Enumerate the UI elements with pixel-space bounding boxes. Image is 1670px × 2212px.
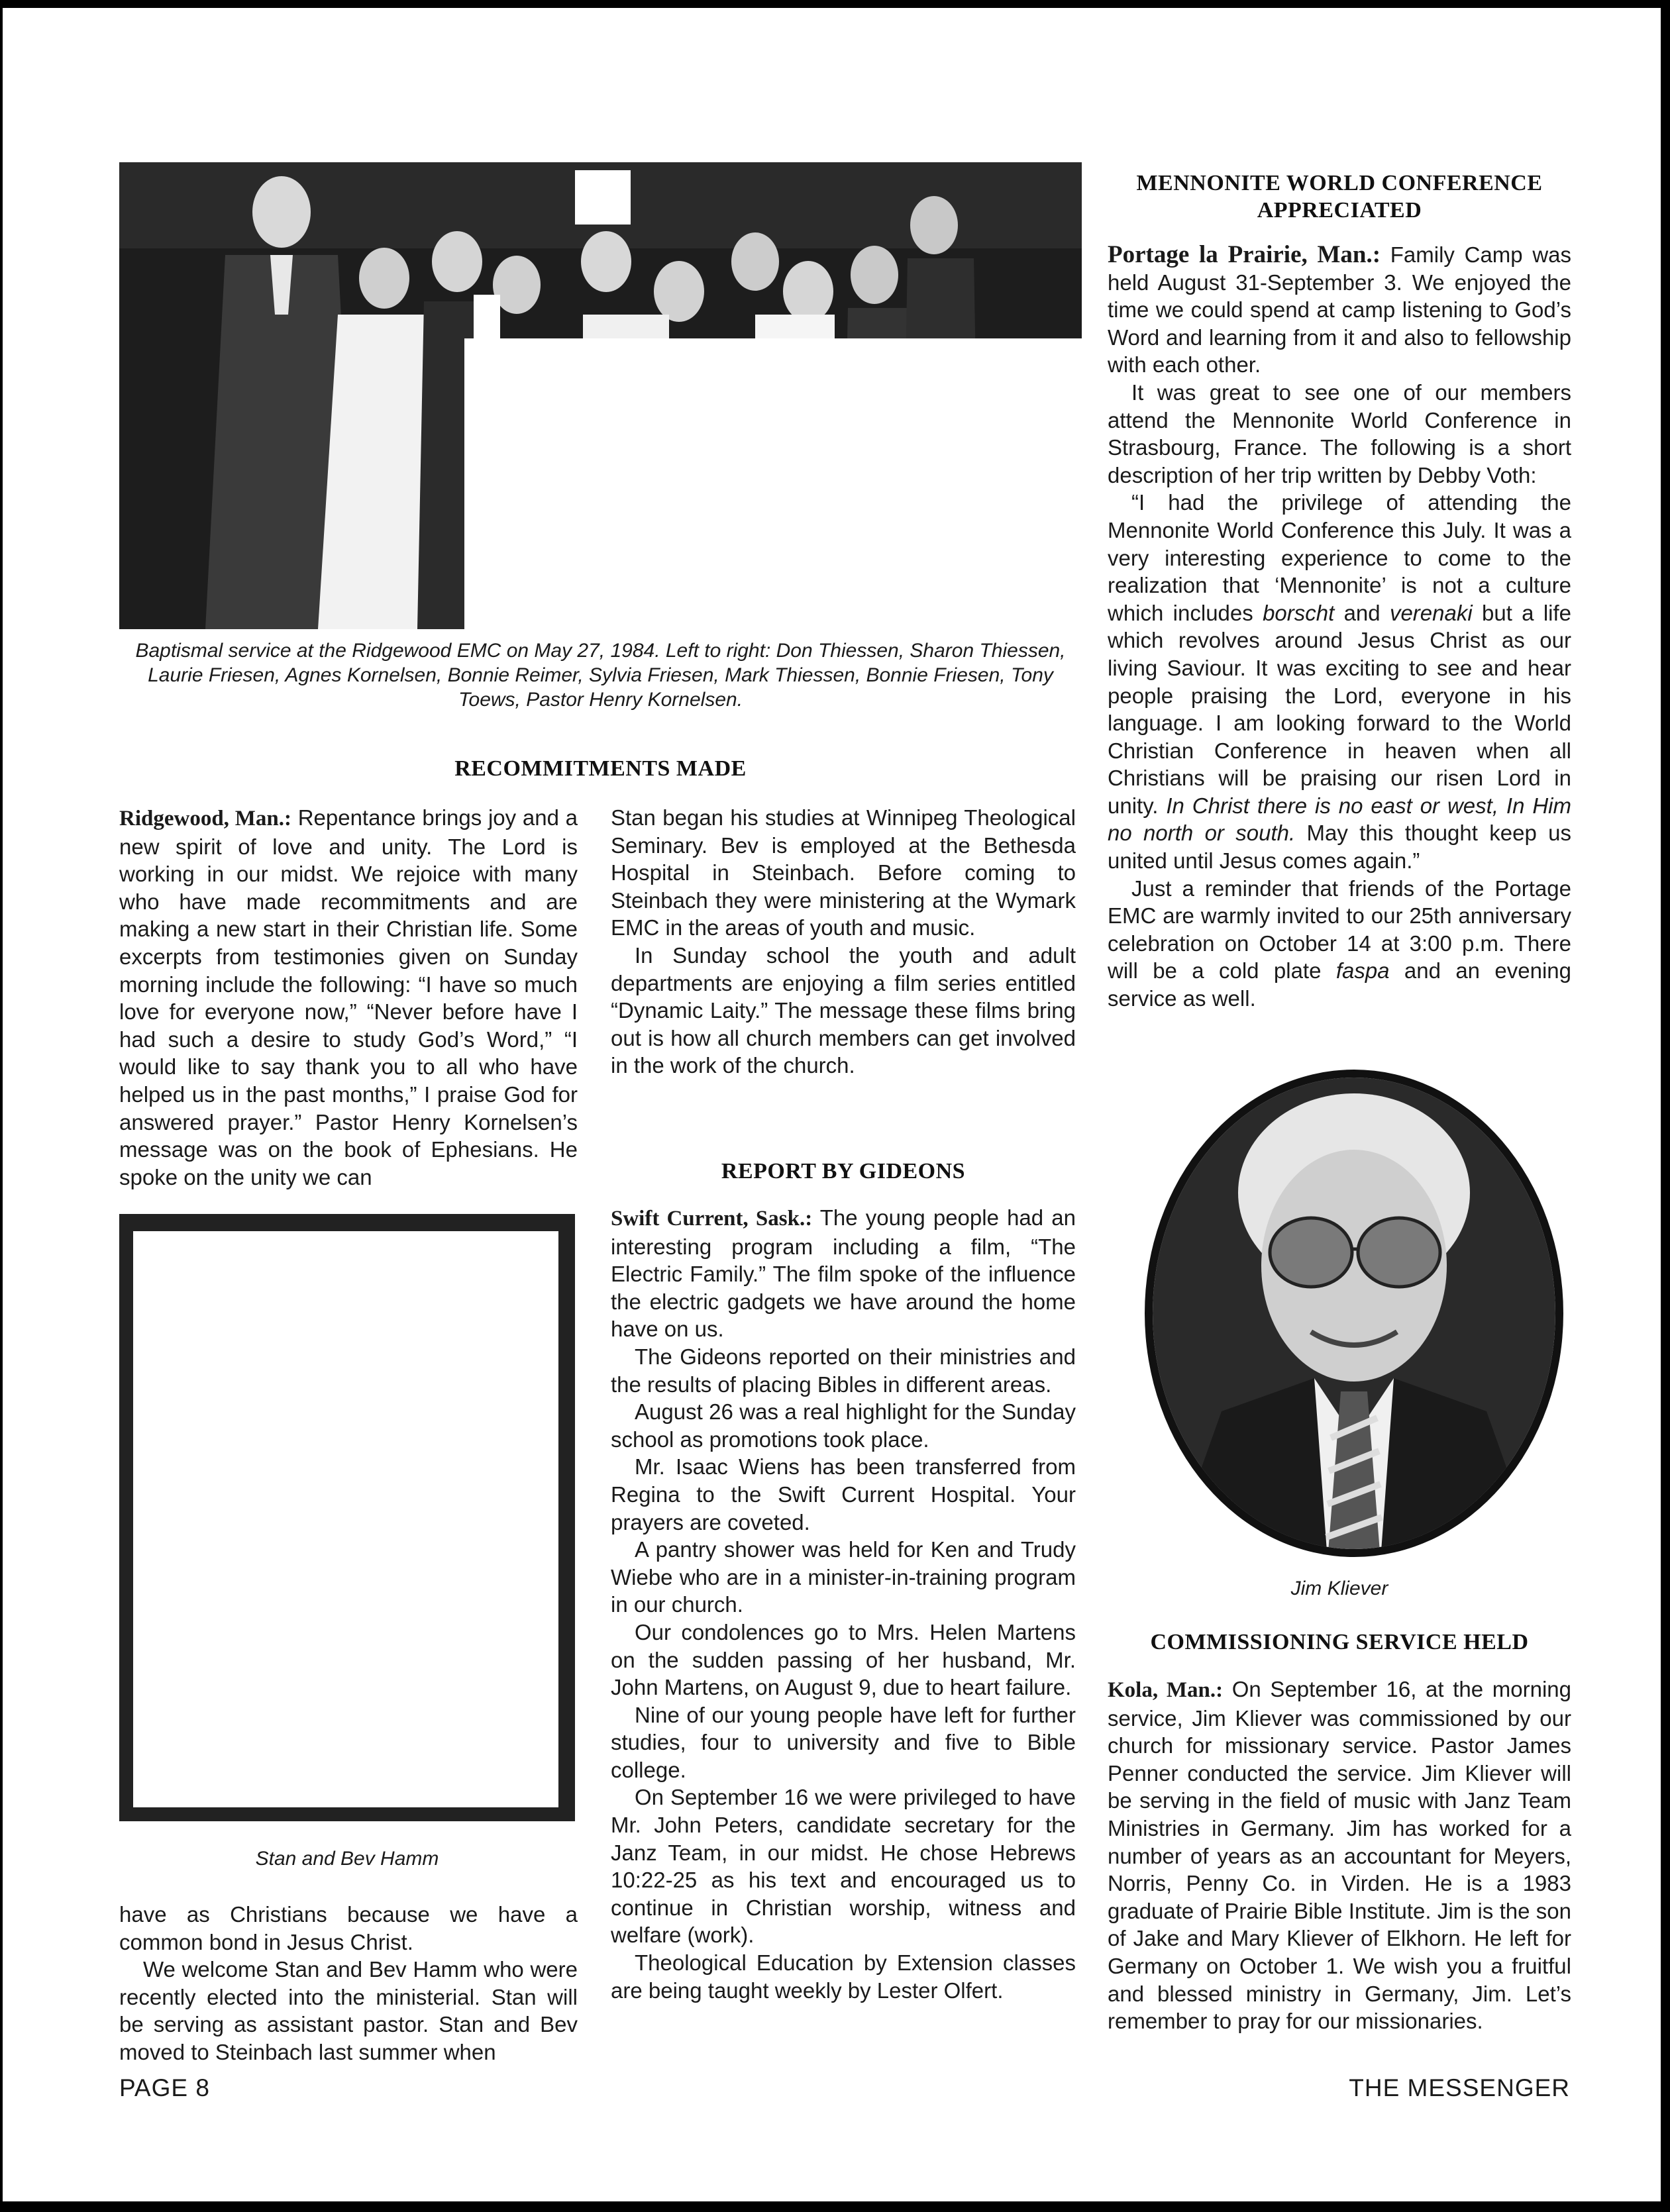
- photo-redaction: [464, 338, 1082, 629]
- stan-bev-photo: [119, 1214, 575, 1821]
- mwc-column: Portage la Prairie, Man.: Family Camp was held August 31-September 3. We enjoyed the time we could spend at camp listening to God’s Word and learning from it and also to fellowship with each other. It was great to see one of our members attend the Mennonite World Conference in Strasbourg, France. The following is a short description of her trip written by Debby Voth: “I had the privilege of attending the Mennonite World Conference this July. It was a very interesting experience to come to the realization that ‘Mennonite’ is not a culture which includes borscht and verenaki but a life which revolves around Jesus Christ as our living Saviour. It was exciting to see and hear people praising the Lord, everyone in his language. I am looking forward to the World Christian Conference in heaven when all Christians will be praising our risen Lord in unity. In Christ there is no east or west, In Him no north or south. May this thought keep us united until Jesus comes again.” Just a reminder that friends of the Portage EMC are warmly invited to our 25th anniversary celebration on October 14 at 3:00 p.m. There will be a cold plate faspa and an evening service as well.: [1108, 241, 1571, 1013]
- mwc-anniversary: Just a reminder that friends of the Portage EMC are warmly invited to our 25th anniversary celebration on October 14 at 3:00 p.m. There will be a cold plate faspa and an evening service as well.: [1108, 876, 1571, 1011]
- publication-name: THE MESSENGER: [1349, 2074, 1570, 2101]
- photo-redaction: [575, 170, 631, 225]
- portrait-illustration: [1142, 1067, 1566, 1560]
- gideons-column: Swift Current, Sask.: The young people had an interesting program including a film, “The Electric Family.” The film spoke of the influence the electric gadgets we have around the home have on us. The Gideons reported on their ministries and the results of placing Bibles in different areas. August 26 was a real highlight for the Sunday school as promotions took place. Mr. Isaac Wiens has been transferred from Regina to the Swift Current Hospital. Your prayers are coveted. A pantry shower was held for Ken and Trudy Wiebe who are in a minister-in-training program in our church. Our condolences go to Mrs. Helen Martens on the sudden passing of her husband, Mr. John Martens, on August 9, due to heart failure. Nine of our young people have left for further studies, four to university and five to Bible college. On September 16 we were privileged to have Mr. John Peters, candidate secretary for the Janz Team, in our midst. He chose Hebrews 10:22-25 as his text and encouraged us to continue in Christian worship, witness and welfare (work). Theological Education by Extension classes are being taught weekly by Lester Olfert.: [611, 1205, 1076, 2003]
- commissioning-column: Kola, Man.: On September 16, at the morning service, Jim Kliever was commissioned by our church for missionary service. Pastor James Penner conducted the service. Jim Kliever will be serving in the field of music with Janz Team Ministries in Germany. Jim has worked for a number of years as an accountant for Meyers, Norris, Penny Co. in Virden. He is a 1983 graduate of Prairie Bible Institute. Jim is the son of Jake and Mary Kliever of Elkhorn. He left for Germany on October 1. We wish you a fruitful and blessed ministry in Germany, Jim. Let’s remember to pray for our missionaries.: [1108, 1677, 1572, 2034]
- scan-border-bottom: [0, 2201, 1670, 2212]
- gideons-heading: REPORT BY GIDEONS: [721, 1159, 966, 1183]
- scan-border-right: [1661, 0, 1670, 2212]
- mwc-quote: “I had the privilege of attending the Mennonite World Conference this July. It was a very interesting experience to come to the realization that ‘Mennonite’ is not a culture which includes borscht and verenaki but a life which revolves around Jesus Christ as our living Saviour. It was exciting to see and hear people praising the Lord, everyone in his language. I am looking forward to the World Christian Conference in heaven when all Christians will be praising our risen Lord in unity. In Christ there is no east or west, In Him no north or south. May this thought keep us united until Jesus comes again.”: [1108, 490, 1572, 874]
- jim-kliever-caption: Jim Kliever: [1290, 1578, 1388, 1599]
- mwc-dateline: Portage la Prairie, Man.:: [1108, 241, 1381, 268]
- jim-kliever-portrait: [1142, 1067, 1566, 1560]
- recommitments-paragraph: Ridgewood, Man.: Repentance brings joy and a new spirit of love and unity. The Lord is working in our midst. We rejoice with many who have made recommitments and are making a new start in their Christian life. Some excerpts from testimonies given on Sunday morning include the following: “I have so much love for everyone now,” “Never before have I had such a desire to study God’s Word,” “I would like to say thank you to all who have helped us in the past months,” I praise God for answered prayer.” Pastor Henry Kornelsen’s message was on the book of Ephesians. He spoke on the unity we can: [119, 805, 578, 1189]
- scan-border-left: [0, 0, 3, 2212]
- group-photo-caption: Baptismal service at the Ridgewood EMC on May 27, 1984. Left to right: Don Thiessen, Sharon Thiessen, Laurie Friesen, Agnes Kornelsen, Bonnie Reimer, Sylvia Friesen, Mark Thiessen, Bonnie Friesen, Tony Toews, Pastor Henry Kornelsen.: [135, 640, 1066, 711]
- commissioning-dateline: Kola, Man.:: [1108, 1678, 1224, 1702]
- photo-placeholder: [133, 1231, 558, 1807]
- recommitments-column-1-cont: have as Christians because we have a common bond in Jesus Christ. We welcome Stan and Bev Hamm who were recently elected into the ministerial. Stan will be serving as assistant pastor. Stan and Bev moved to Steinbach last summer when: [119, 1902, 578, 2064]
- recommitments-column-2: Stan began his studies at Winnipeg Theological Seminary. Bev is employed at the Bethesda Hospital in Steinbach. Before coming to Steinbach they were ministering at the Wymark EMC in the areas of youth and music. In Sunday school the youth and adult departments are enjoying a film series entitled “Dynamic Laity.” The message these films bring out is how all church members can get involved in the work of the church.: [611, 805, 1076, 1078]
- scan-border-top: [0, 0, 1670, 8]
- stan-bev-caption: Stan and Bev Hamm: [255, 1848, 439, 1870]
- recommitments-dateline: Ridgewood, Man.:: [119, 807, 291, 830]
- page-number: PAGE 8: [119, 2074, 210, 2101]
- recommitments-heading: RECOMMITMENTS MADE: [454, 756, 747, 781]
- baptismal-group-photo: [119, 162, 1082, 629]
- photo-redaction: [474, 295, 500, 341]
- mwc-heading: MENNONITE WORLD CONFERENCE APPRECIATED: [1136, 171, 1543, 223]
- gideons-dateline: Swift Current, Sask.:: [611, 1207, 813, 1231]
- recommitments-column-1: [119, 804, 578, 1191]
- commissioning-heading: COMMISSIONING SERVICE HELD: [1150, 1630, 1529, 1654]
